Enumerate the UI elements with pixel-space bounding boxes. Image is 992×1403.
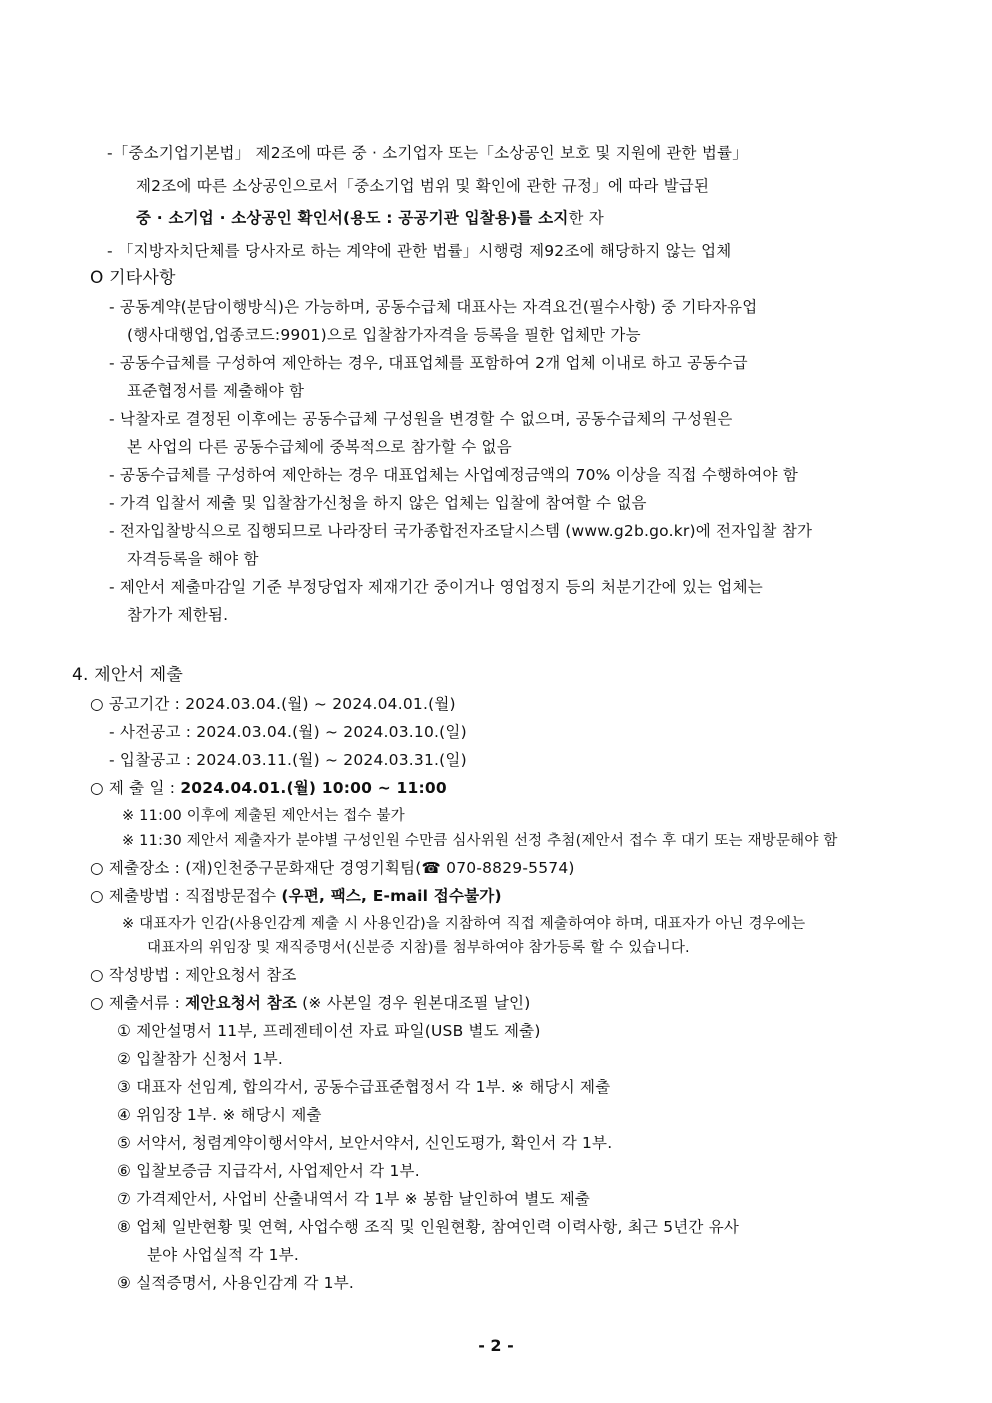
pre-notice-period: - 사전공고 : 2024.03.04.(월) ~ 2024.03.10.(일) [109, 723, 467, 741]
doc-item: ③ 대표자 선임계, 합의각서, 공동수급표준협정서 각 1부. ※ 해당시 제출 [117, 1078, 611, 1096]
submission-docs-bold: 제안요청서 참조 [185, 994, 298, 1012]
bid-notice-period: - 입찰공고 : 2024.03.11.(월) ~ 2024.03.31.(일) [109, 751, 467, 769]
qualification-bold-text: 중 · 소기업 · 소상공인 확인서(용도 : 공공기관 입찰용)를 소지 [136, 209, 569, 227]
submission-date-value: 2024.04.01.(월) 10:00 ~ 11:00 [180, 779, 447, 797]
submission-note: ※ 11:30 제안서 제출자가 분야별 구성인원 수만큼 심사위원 선정 추첨(제안서 접수 후 대기 또는 재방문해야 함 [122, 833, 838, 849]
doc-item: ① 제안설명서 11부, 프레젠테이션 자료 파일(USB 별도 제출) [117, 1022, 541, 1040]
other-item: - 제안서 제출마감일 기준 부정당업자 제재기간 중이거나 영업정지 등의 처분기간에 있는 업체는 [109, 578, 763, 596]
other-item: - 가격 입찰서 제출 및 입찰참가신청을 하지 않은 업체는 입찰에 참여할 수 없음 [109, 494, 647, 512]
submission-docs [90, 992, 530, 1014]
method-note: ※ 대표자가 인감(사용인감계 제출 시 사용인감)을 지참하여 직접 제출하여야 하며, 대표자가 아닌 경우에는 [122, 916, 806, 932]
section-4-heading: 4. 제안서 제출 [72, 665, 183, 685]
qualification-line-4: - 「지방자치단체를 당사자로 하는 계약에 관한 법률」시행령 제92조에 해당하지 않는 업체 [107, 242, 732, 260]
other-item: - 전자입찰방식으로 집행되므로 나라장터 국가종합전자조달시스템 (www.g2b.go.kr)에 전자입찰 참가 [109, 522, 813, 540]
submission-docs-label: ○ 제출서류 : [90, 994, 186, 1012]
doc-item: ⑥ 입찰보증금 지급각서, 사업제안서 각 1부. [117, 1162, 420, 1180]
submission-note: ※ 11:00 이후에 제출된 제안서는 접수 불가 [122, 808, 405, 824]
other-item: 자격등록을 해야 함 [127, 550, 259, 568]
page-number: - 2 - [478, 1336, 514, 1355]
qualification-tail-text: 한 자 [568, 209, 604, 227]
submission-method-bold: (우편, 팩스, E-mail 접수불가) [281, 887, 502, 905]
qualification-line-2: 제2조에 따른 소상공인으로서「중소기업 범위 및 확인에 관한 규정」에 따라 발급된 [136, 177, 710, 195]
other-item: 표준협정서를 제출해야 함 [127, 382, 305, 400]
method-note: 대표자의 위임장 및 재직증명서(신분증 지참)를 첨부하여야 참가등록 할 수 있습니다. [147, 940, 690, 956]
submission-docs-rest: (※ 사본일 경우 원본대조필 날인) [297, 994, 531, 1012]
notice-period: ○ 공고기간 : 2024.03.04.(월) ~ 2024.04.01.(월) [90, 695, 456, 713]
writing-method: ○ 작성방법 : 제안요청서 참조 [90, 966, 297, 984]
other-item: - 공동수급체를 구성하여 제안하는 경우 대표업체는 사업예정금액의 70% 이상을 직접 수행하여야 함 [109, 466, 798, 484]
qualification-line-1: -「중소기업기본법」 제2조에 따른 중 · 소기업자 또는「소상공인 보호 및 지원에 관한 법률」 [107, 144, 748, 162]
other-item: 본 사업의 다른 공동수급체에 중복적으로 참가할 수 없음 [127, 438, 512, 456]
doc-item: ⑧ 업체 일반현황 및 연혁, 사업수행 조직 및 인원현황, 참여인력 이력사항, 최근 5년간 유사 [117, 1218, 740, 1236]
doc-item: ④ 위임장 1부. ※ 해당시 제출 [117, 1106, 322, 1124]
doc-item: ⑦ 가격제안서, 사업비 산출내역서 각 1부 ※ 봉함 날인하여 별도 제출 [117, 1190, 591, 1208]
submission-date [90, 777, 447, 799]
other-item: - 공동수급체를 구성하여 제안하는 경우, 대표업체를 포함하여 2개 업체 이내로 하고 공동수급 [109, 354, 748, 372]
other-item: - 낙찰자로 결정된 이후에는 공동수급체 구성원을 변경할 수 없으며, 공동수급체의 구성원은 [109, 410, 733, 428]
other-heading: O 기타사항 [90, 268, 176, 288]
doc-item: ⑤ 서약서, 청렴계약이행서약서, 보안서약서, 신인도평가, 확인서 각 1부. [117, 1134, 613, 1152]
submission-place: ○ 제출장소 : (재)인천중구문화재단 경영기획팀(☎ 070-8829-5574) [90, 859, 575, 877]
other-item: 참가가 제한됨. [127, 606, 229, 624]
other-item: (행사대행업,업종코드:9901)으로 입찰참가자격을 등록을 필한 업체만 가능 [127, 326, 641, 344]
submission-method-label: ○ 제출방법 : 직접방문접수 [90, 887, 282, 905]
submission-method [90, 885, 502, 907]
qualification-line-3 [136, 207, 604, 229]
doc-item: ② 입찰참가 신청서 1부. [117, 1050, 284, 1068]
doc-item: 분야 사업실적 각 1부. [147, 1246, 299, 1264]
submission-date-label: ○ 제 출 일 : [90, 779, 181, 797]
doc-item: ⑨ 실적증명서, 사용인감계 각 1부. [117, 1274, 354, 1292]
other-item: - 공동계약(분담이행방식)은 가능하며, 공동수급체 대표사는 자격요건(필수사항) 중 기타자유업 [109, 298, 758, 316]
